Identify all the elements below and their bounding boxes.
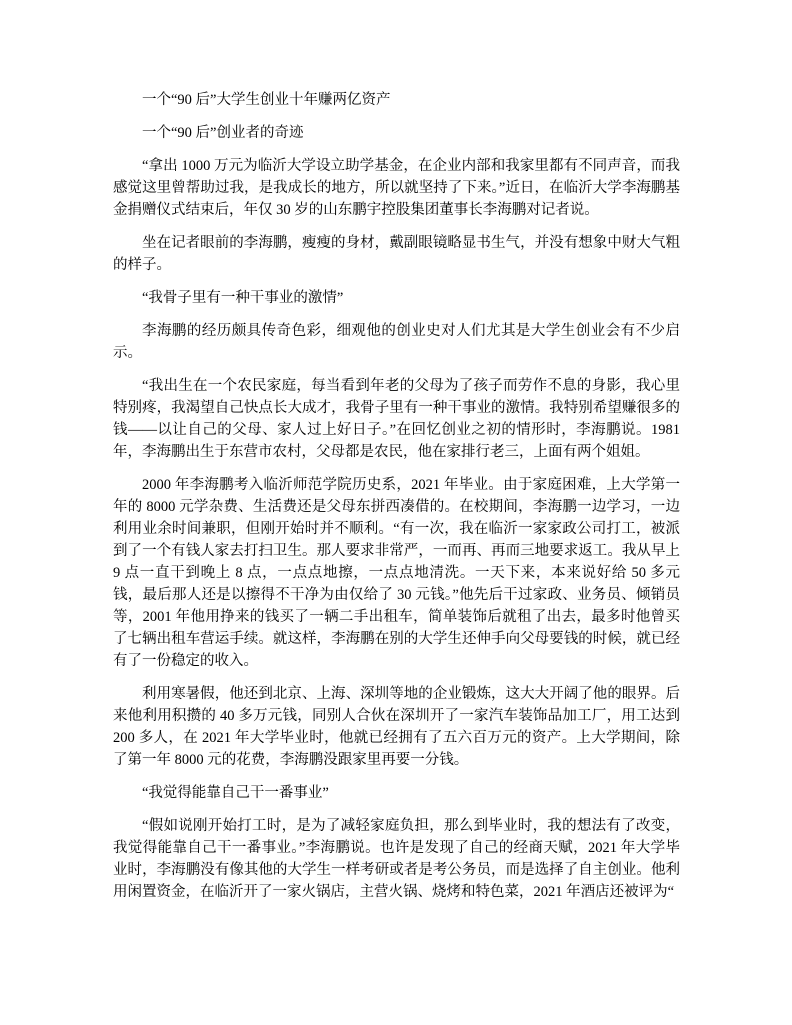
section-heading-career: “我觉得能靠自己干一番事业” [142, 785, 329, 801]
paragraph-startup-choice: “假如说刚开始打工时，是为了减轻家庭负担，那么到毕业时，我的想法有了改变，我觉得能靠自己干一番事业。”李海鹏说。也许是发现了自己的经商天赋，2021 年大学毕业时，李海鹏没有像其他的大学生一样考研或者是考公务员，而是选择了自主创业。他利用闲置资金，在临沂开了一家火锅店，主营火锅、烧烤和特色菜，2021 年酒店还被评为“ [113, 818, 680, 900]
document-content [113, 89, 680, 914]
paragraph-vacation-business: 利用寒暑假，他还到北京、上海、深圳等地的企业锻炼，这大大开阔了他的眼界。后来他利用积攒的 40 多万元钱，同别人合伙在深圳开了一家汽车装饰品加工厂，用工达到 200 多人，在 2021 年大学毕业时，他就已经拥有了五六百万元的资产。上大学期间，除了第一年 8000 元的花费，李海鹏没跟家里再要一分钱。 [113, 686, 680, 768]
paragraph-legend-intro: 李海鹏的经历颇具传奇色彩，细观他的创业史对人们尤其是大学生创业会有不少启示。 [113, 323, 680, 361]
doc-subtitle: 一个“90 后”创业者的奇迹 [142, 125, 304, 141]
paragraph-appearance: 坐在记者眼前的李海鹏，瘦瘦的身材，戴副眼镜略显书生气，并没有想象中财大气粗的样子。 [113, 235, 680, 273]
doc-title: 一个“90 后”大学生创业十年赚两亿资产 [142, 92, 391, 108]
paragraph-quote-donation: “拿出 1000 万元为临沂大学设立助学基金，在企业内部和我家里都有不同声音，而我感觉这里曾帮助过我，是我成长的地方，所以就坚持了下来。”近日，在临沂大学李海鹏基金捐赠仪式结束后，年仅 30 岁的山东鹏宇控股集团董事长李海鹏对记者说。 [113, 158, 680, 218]
paragraph-college-parttime: 2000 年李海鹏考入临沂师范学院历史系，2021 年毕业。由于家庭困难，上大学第一年的 8000 元学杂费、生活费还是父母东拼西凑借的。在校期间，李海鹏一边学习，一边利用业余时间兼职，但刚开始时并不顺利。“有一次，我在临沂一家家政公司打工，被派到了一个有钱人家去打扫卫生。那人要求非常严，一而再、再而三地要求返工。我从早上 9 点一直干到晚上 8 点，一点点地擦，一点点地清洗。一天下来，本来说好给 50 多元钱，最后那人还是以擦得不干净为由仅给了 30 元钱。”他先后干过家政、业务员、倾销员等，2001 年他用挣来的钱买了一辆二手出租车，简单装饰后就租了出去，最多时他曾买了七辆出租车营运手续。就这样，李海鹏在别的大学生还伸手向父母要钱的时候，就已经有了一份稳定的收入。 [113, 477, 680, 669]
section-heading-passion: “我骨子里有一种干事业的激情” [142, 290, 344, 306]
paragraph-family-background: “我出生在一个农民家庭，每当看到年老的父母为了孩子而劳作不息的身影，我心里特别疼，我渴望自己快点长大成才，我骨子里有一种干事业的激情。我特别希望赚很多的钱——以让自己的父母、家人过上好日子。”在回忆创业之初的情形时，李海鹏说。1981 年，李海鹏出生于东营市农村，父母都是农民，他在家排行老三，上面有两个姐姐。 [113, 378, 680, 460]
